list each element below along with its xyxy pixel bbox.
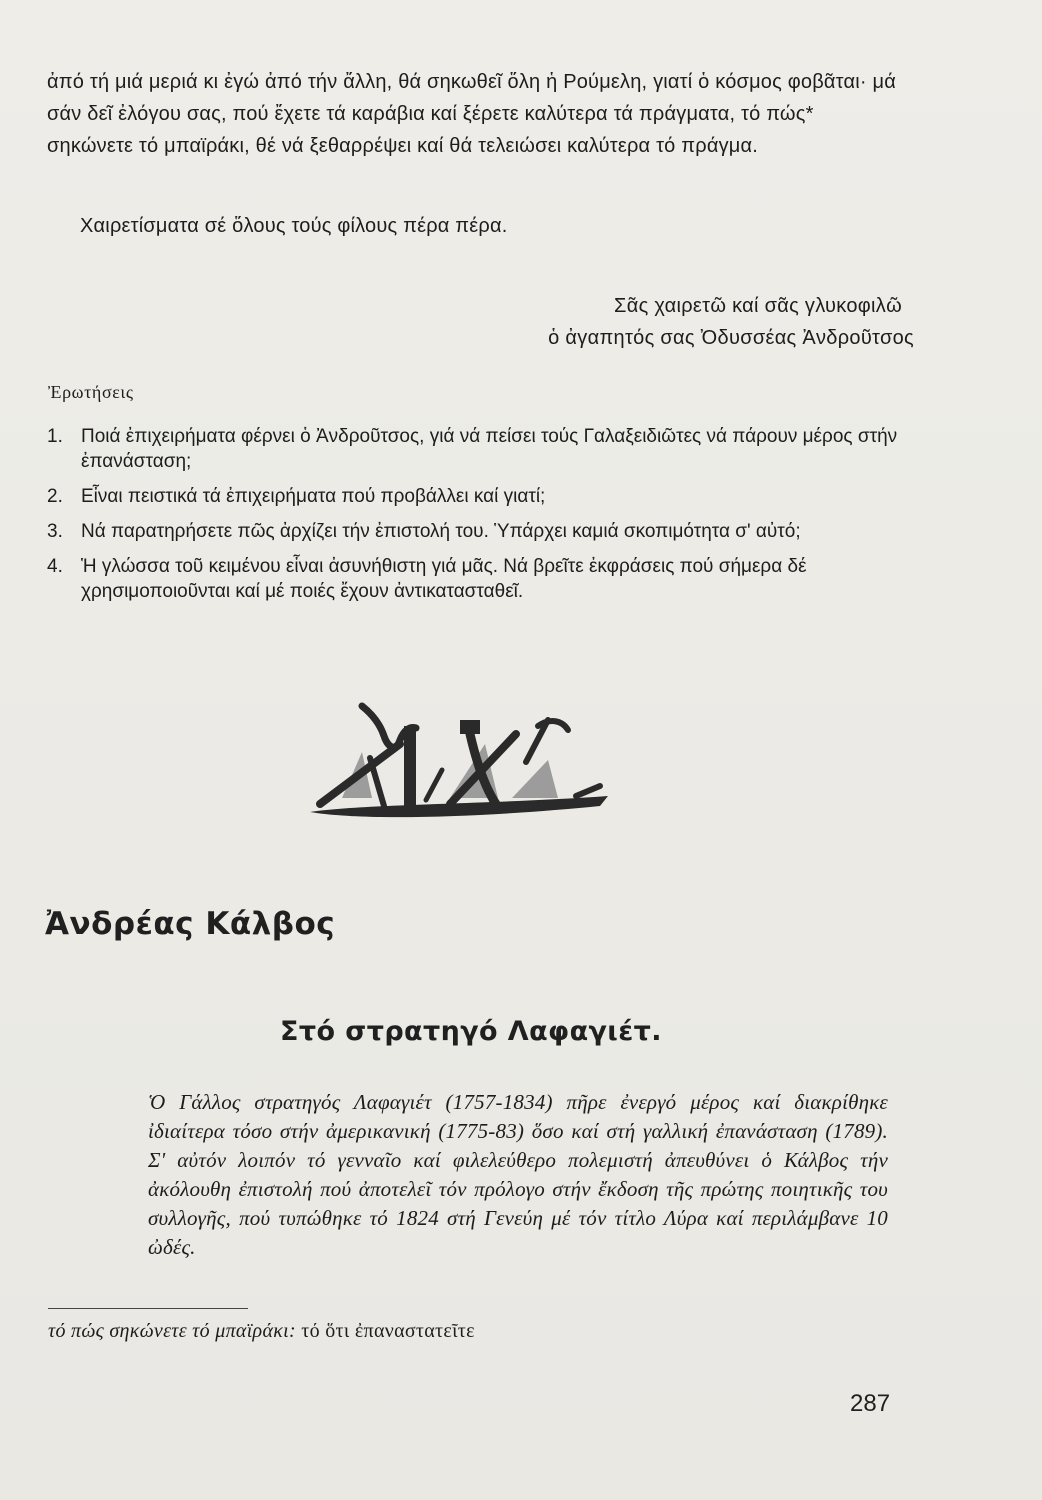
footnote-definition: τό ὅτι ἐπαναστατεῖτε xyxy=(301,1320,475,1342)
question-number: 1. xyxy=(47,426,63,447)
question-number: 4. xyxy=(47,556,63,577)
question-text: Εἶναι πειστικά τά ἐπιχειρήματα πού προβάλλει καί γιατί; xyxy=(81,486,546,507)
footnote-divider xyxy=(48,1308,248,1309)
question-text: Ποιά ἐπιχειρήματα φέρνει ὁ Ἀνδροῦτσος, γιά νά πείσει τούς Γαλαξειδιῶτες νά πάρουν μέρος στήν ἐπανάσταση; xyxy=(81,426,898,472)
letter-paragraph-1: ἀπό τή μιά μεριά κι ἐγώ ἀπό τήν ἄλλη, θά σηκωθεῖ ὅλη ἡ Ρούμελη, γιατί ὁ κόσμος φοβᾶται· μά σάν δεῖ ἐλόγου σας, πού ἔχετε τά καράβια καί ξέρετε καλύτερα τά πράγματα, τό πώς* σηκώνετε τό μπαϊράκι, θέ νά ξεθαρρέψει καί θά τελειώσει καλύτερα τό πράγμα. xyxy=(47,71,897,157)
question-item xyxy=(47,424,907,474)
page-number: 287 xyxy=(850,1390,891,1417)
question-number: 2. xyxy=(47,486,63,507)
question-item xyxy=(47,554,907,604)
author-heading: Ἀνδρέας Κάλβος xyxy=(45,906,336,942)
letter-paragraph-2: Χαιρετίσματα σέ ὅλους τούς φίλους πέρα πέρα. xyxy=(80,215,508,237)
question-text: Ἡ γλώσσα τοῦ κειμένου εἶναι ἀσυνήθιστη γιά μᾶς. Νά βρεῖτε ἐκφράσεις πού σήμερα δέ χρησιμοποιοῦνται καί μέ ποιές ἔχουν ἀντικατασταθεῖ. xyxy=(81,556,807,602)
footnote-term: τό πώς σηκώνετε τό μπαϊράκι: xyxy=(48,1320,296,1342)
ship-ornament-icon xyxy=(300,700,618,830)
signature-line: ὁ ἀγαπητός σας Ὀδυσσέας Ἀνδροῦτσος xyxy=(548,327,914,349)
question-item xyxy=(47,484,907,509)
footnote xyxy=(48,1320,475,1343)
intro-paragraph: Ὁ Γάλλος στρατηγός Λαφαγιέτ (1757-1834) πῆρε ἐνεργό μέρος καί διακρίθηκε ἰδιαίτερα τόσο στήν ἀμερικανική (1775-83) ὅσο καί στή γαλλική ἐπανάσταση (1789). Σ' αὐτόν λοιπόν τό γενναῖο καί φιλελεύθερο πολεμιστή ἀπευθύνει ὁ Κάλβος τήν ἀκόλουθη ἐπιστολή πού ἀποτελεῖ τόν πρόλογο στήν ἔκδοση τῆς πρώτης ποιητικῆς του συλλογῆς, πού τυπώθηκε τό 1824 στή Γενεύη μέ τόν τίτλο Λύρα καί περιλάμβανε 10 ὠδές. xyxy=(148,1090,888,1259)
question-item xyxy=(47,519,907,544)
question-text: Νά παρατηρήσετε πῶς ἀρχίζει τήν ἐπιστολή του. Ὑπάρχει καμιά σκοπιμότητα σ' αὐτό; xyxy=(81,521,801,542)
questions-heading: Ἐρωτήσεις xyxy=(48,382,134,402)
poem-title: Στό στρατηγό Λαφαγιέτ. xyxy=(280,1016,662,1047)
question-number: 3. xyxy=(47,521,63,542)
letter-signature xyxy=(394,290,914,354)
questions-list xyxy=(47,424,907,614)
closing-line: Σᾶς χαιρετῶ καί σᾶς γλυκοφιλῶ xyxy=(614,295,902,317)
